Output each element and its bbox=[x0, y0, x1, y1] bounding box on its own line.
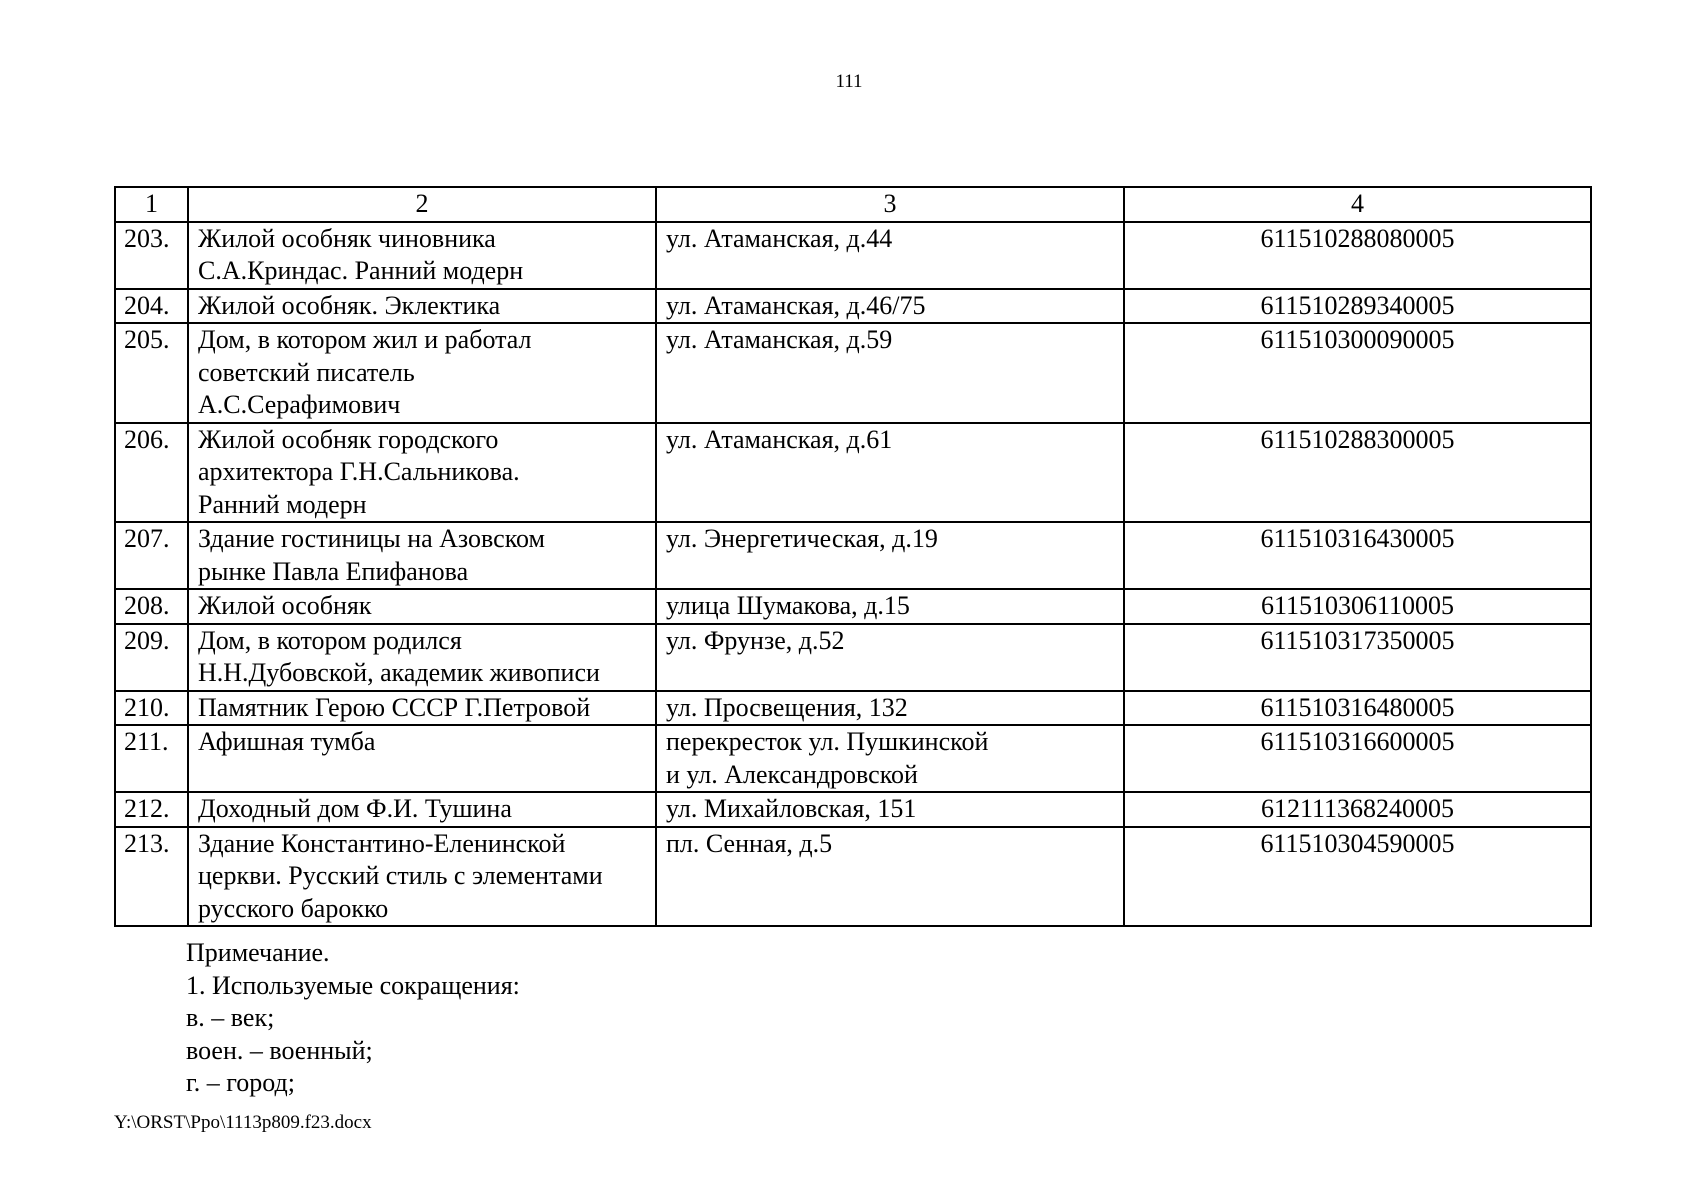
footer-file-path: Y:\ORST\Ppo\1113p809.f23.docx bbox=[114, 1112, 372, 1133]
row-number-cell: 205. bbox=[115, 323, 188, 423]
address-cell: ул. Атаманская, д.46/75 bbox=[656, 289, 1124, 324]
address-cell: пл. Сенная, д.5 bbox=[656, 827, 1124, 927]
registry-code-cell: 611510316480005 bbox=[1124, 691, 1591, 726]
table-row bbox=[115, 522, 1591, 589]
object-name-cell: Памятник Герою СССР Г.Петровой bbox=[188, 691, 656, 726]
notes-title: Примечание. bbox=[186, 938, 330, 967]
row-number-cell: 211. bbox=[115, 725, 188, 792]
object-name-cell: Здание Константино-Еленинской церкви. Русский стиль с элементами русского барокко bbox=[188, 827, 656, 927]
notes-section bbox=[186, 937, 520, 1100]
address-cell: ул. Михайловская, 151 bbox=[656, 792, 1124, 827]
abbreviation-line: воен. – военный; bbox=[186, 1035, 373, 1065]
header-cell: 2 bbox=[188, 187, 656, 222]
address-cell: перекресток ул. Пушкинской и ул. Александровской bbox=[656, 725, 1124, 792]
object-name-cell: Дом, в котором родился Н.Н.Дубовской, академик живописи bbox=[188, 624, 656, 691]
registry-code-cell: 611510304590005 bbox=[1124, 827, 1591, 927]
header-cell: 3 bbox=[656, 187, 1124, 222]
notes-item: 1. Используемые сокращения: bbox=[186, 970, 520, 1000]
registry-code-cell: 611510288300005 bbox=[1124, 423, 1591, 523]
registry-code-cell: 611510288080005 bbox=[1124, 222, 1591, 289]
abbreviation-line: г. – город; bbox=[186, 1068, 295, 1097]
row-number-cell: 209. bbox=[115, 624, 188, 691]
address-cell: ул. Атаманская, д.61 bbox=[656, 423, 1124, 523]
row-number-cell: 208. bbox=[115, 589, 188, 624]
table-row bbox=[115, 792, 1591, 827]
registry-code-cell: 611510306110005 bbox=[1124, 589, 1591, 624]
table-row bbox=[115, 725, 1591, 792]
address-cell: улица Шумакова, д.15 bbox=[656, 589, 1124, 624]
abbreviation-line: в. – век; bbox=[186, 1003, 275, 1032]
table-row bbox=[115, 624, 1591, 691]
address-cell: ул. Атаманская, д.44 bbox=[656, 222, 1124, 289]
object-name-cell: Жилой особняк. Эклектика bbox=[188, 289, 656, 324]
registry-code-cell: 611510316430005 bbox=[1124, 522, 1591, 589]
table-row bbox=[115, 827, 1591, 927]
table-row bbox=[115, 323, 1591, 423]
object-name-cell: Доходный дом Ф.И. Тушина bbox=[188, 792, 656, 827]
row-number-cell: 206. bbox=[115, 423, 188, 523]
object-name-cell: Дом, в котором жил и работал советский писатель А.С.Серафимович bbox=[188, 323, 656, 423]
registry-code-cell: 611510289340005 bbox=[1124, 289, 1591, 324]
registry-code-cell: 611510317350005 bbox=[1124, 624, 1591, 691]
object-name-cell: Жилой особняк чиновника С.А.Криндас. Ранний модерн bbox=[188, 222, 656, 289]
row-number-cell: 210. bbox=[115, 691, 188, 726]
monuments-table bbox=[114, 186, 1592, 927]
object-name-cell: Афишная тумба bbox=[188, 725, 656, 792]
registry-code-cell: 611510300090005 bbox=[1124, 323, 1591, 423]
row-number-cell: 213. bbox=[115, 827, 188, 927]
row-number-cell: 204. bbox=[115, 289, 188, 324]
object-name-cell: Жилой особняк городского архитектора Г.Н.Сальникова. Ранний модерн bbox=[188, 423, 656, 523]
row-number-cell: 207. bbox=[115, 522, 188, 589]
row-number-cell: 203. bbox=[115, 222, 188, 289]
header-cell: 1 bbox=[115, 187, 188, 222]
address-cell: ул. Просвещения, 132 bbox=[656, 691, 1124, 726]
address-cell: ул. Энергетическая, д.19 bbox=[656, 522, 1124, 589]
table-row bbox=[115, 589, 1591, 624]
header-cell: 4 bbox=[1124, 187, 1591, 222]
table-row bbox=[115, 423, 1591, 523]
object-name-cell: Здание гостиницы на Азовском рынке Павла Епифанова bbox=[188, 522, 656, 589]
page-number: 111 bbox=[835, 71, 863, 92]
address-cell: ул. Фрунзе, д.52 bbox=[656, 624, 1124, 691]
table-row bbox=[115, 289, 1591, 324]
registry-code-cell: 611510316600005 bbox=[1124, 725, 1591, 792]
object-name-cell: Жилой особняк bbox=[188, 589, 656, 624]
table-row bbox=[115, 222, 1591, 289]
address-cell: ул. Атаманская, д.59 bbox=[656, 323, 1124, 423]
registry-code-cell: 612111368240005 bbox=[1124, 792, 1591, 827]
table-header-row bbox=[115, 187, 1591, 222]
row-number-cell: 212. bbox=[115, 792, 188, 827]
table-row bbox=[115, 691, 1591, 726]
